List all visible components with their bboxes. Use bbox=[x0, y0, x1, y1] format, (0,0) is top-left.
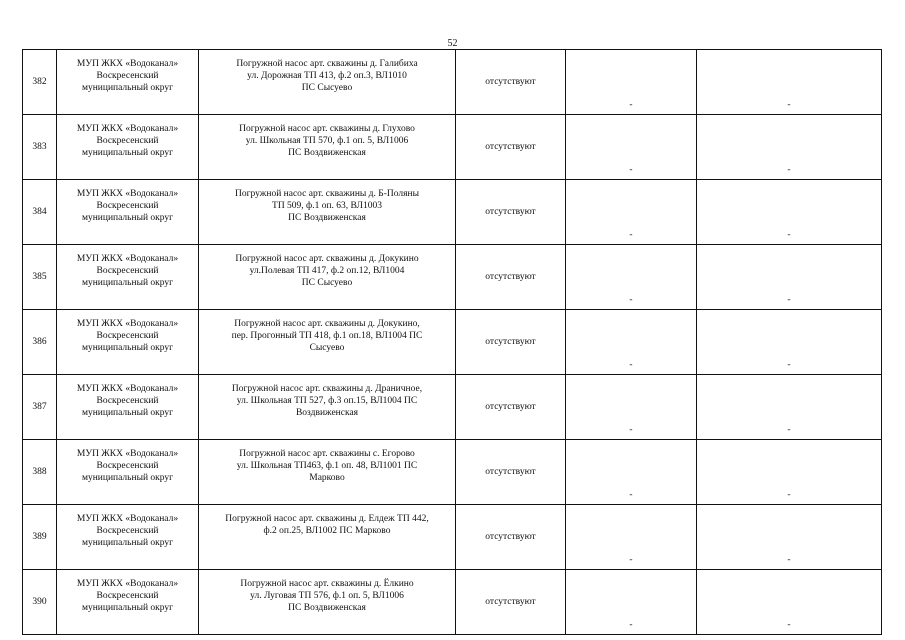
table-row bbox=[23, 245, 882, 310]
organization-line: Воскресенский bbox=[96, 396, 159, 406]
object-description-line: Погружной насос арт. скважины д. Галибиха bbox=[236, 59, 418, 69]
organization-line: МУП ЖКХ «Водоканал» bbox=[76, 254, 179, 264]
status-cell: отсутствуют bbox=[456, 570, 566, 635]
organization-line: муниципальный округ bbox=[81, 603, 174, 613]
organization-line: муниципальный округ bbox=[81, 83, 174, 93]
organization-line: Воскресенский bbox=[96, 136, 159, 146]
object-description-line: Погружной насос арт. скважины д. Докукино, bbox=[234, 319, 420, 329]
table-row bbox=[23, 570, 882, 635]
row-number-cell: 389 bbox=[23, 505, 57, 570]
organization-line: Воскресенский bbox=[96, 591, 159, 601]
table-row bbox=[23, 375, 882, 440]
row-number-cell: 386 bbox=[23, 310, 57, 375]
status-cell: отсутствуют bbox=[456, 245, 566, 310]
organization-line: муниципальный округ bbox=[81, 278, 174, 288]
table-row bbox=[23, 115, 882, 180]
status-cell: отсутствуют bbox=[456, 505, 566, 570]
organization-cell bbox=[57, 310, 199, 375]
object-description-line: ф.2 оп.25, ВЛ1002 ПС Марково bbox=[263, 526, 391, 536]
object-description-line: ПС Воздвиженская bbox=[288, 213, 366, 223]
object-description-line: ПС Воздвиженская bbox=[288, 603, 366, 613]
organization-line: Воскресенский bbox=[96, 461, 159, 471]
object-description-line: Погружной насос арт. скважины д. Докукино bbox=[235, 254, 419, 264]
table-row bbox=[23, 505, 882, 570]
column-5-cell: - bbox=[566, 50, 697, 115]
column-6-cell: - bbox=[697, 115, 882, 180]
organization-line: муниципальный округ bbox=[81, 473, 174, 483]
object-description-line: ул. Луговая ТП 576, ф.1 оп. 5, ВЛ1006 bbox=[250, 591, 404, 601]
organization-line: муниципальный округ bbox=[81, 343, 174, 353]
table-row bbox=[23, 310, 882, 375]
object-description-cell bbox=[199, 505, 456, 570]
column-6-cell: - bbox=[697, 50, 882, 115]
page-number: 52 bbox=[447, 38, 458, 49]
object-description-cell bbox=[199, 440, 456, 505]
object-description-cell bbox=[199, 180, 456, 245]
organization-line: МУП ЖКХ «Водоканал» bbox=[76, 319, 179, 329]
column-5-cell: - bbox=[566, 245, 697, 310]
organization-line: Воскресенский bbox=[96, 266, 159, 276]
column-5-cell: - bbox=[566, 505, 697, 570]
object-description-line: пер. Прогонный ТП 418, ф.1 оп.18, ВЛ1004 ПС bbox=[231, 331, 423, 341]
object-description-line: Погружной насос арт. скважины д. Драничное, bbox=[231, 384, 423, 394]
organization-line: МУП ЖКХ «Водоканал» bbox=[76, 384, 179, 394]
status-cell: отсутствуют bbox=[456, 440, 566, 505]
object-description-line: ПС Воздвиженская bbox=[288, 148, 366, 158]
organization-line: МУП ЖКХ «Водоканал» bbox=[76, 189, 179, 199]
table-body bbox=[23, 50, 882, 635]
status-cell: отсутствуют bbox=[456, 50, 566, 115]
status-cell: отсутствуют bbox=[456, 375, 566, 440]
organization-line: МУП ЖКХ «Водоканал» bbox=[76, 449, 179, 459]
object-description-line: ул. Школьная ТП 570, ф.1 оп. 5, ВЛ1006 bbox=[245, 136, 409, 146]
organization-cell bbox=[57, 180, 199, 245]
table-row bbox=[23, 50, 882, 115]
column-5-cell: - bbox=[566, 570, 697, 635]
object-description-line: Погружной насос арт. скважины д. Елдеж ТП 442, bbox=[225, 514, 429, 524]
column-5-cell: - bbox=[566, 310, 697, 375]
organization-line: муниципальный округ bbox=[81, 408, 174, 418]
row-number-cell: 382 bbox=[23, 50, 57, 115]
object-description-line: Погружной насос арт. скважины д. Глухово bbox=[239, 124, 415, 134]
object-description-line: Погружной насос арт. скважины д. Б-Поляны bbox=[235, 189, 419, 199]
object-description-cell bbox=[199, 50, 456, 115]
object-description-line: ПС Сысуево bbox=[301, 278, 353, 288]
status-cell: отсутствуют bbox=[456, 115, 566, 180]
organization-cell bbox=[57, 440, 199, 505]
organization-cell bbox=[57, 375, 199, 440]
organization-line: Воскресенский bbox=[96, 526, 159, 536]
status-cell: отсутствуют bbox=[456, 180, 566, 245]
object-description-cell bbox=[199, 375, 456, 440]
organization-line: Воскресенский bbox=[96, 71, 159, 81]
object-description-line: ТП 509, ф.1 оп. 63, ВЛ1003 bbox=[272, 201, 382, 211]
organization-line: муниципальный округ bbox=[81, 148, 174, 158]
organization-cell bbox=[57, 50, 199, 115]
organization-line: Воскресенский bbox=[96, 331, 159, 341]
column-6-cell: - bbox=[697, 570, 882, 635]
object-description-line: ПС Сысуево bbox=[301, 83, 353, 93]
column-5-cell: - bbox=[566, 375, 697, 440]
object-description-line: ул. Школьная ТП 527, ф.3 оп.15, ВЛ1004 ПС bbox=[236, 396, 418, 406]
organization-cell bbox=[57, 115, 199, 180]
column-6-cell: - bbox=[697, 505, 882, 570]
organization-line: МУП ЖКХ «Водоканал» bbox=[76, 124, 179, 134]
object-description-line: Погружной насос арт. скважины д. Ёлкино bbox=[240, 579, 414, 589]
organization-line: муниципальный округ bbox=[81, 213, 174, 223]
data-table bbox=[22, 49, 882, 635]
column-5-cell: - bbox=[566, 180, 697, 245]
organization-line: муниципальный округ bbox=[81, 538, 174, 548]
column-6-cell: - bbox=[697, 245, 882, 310]
row-number-cell: 384 bbox=[23, 180, 57, 245]
organization-line: МУП ЖКХ «Водоканал» bbox=[76, 579, 179, 589]
organization-line: Воскресенский bbox=[96, 201, 159, 211]
object-description-line: Воздвиженская bbox=[295, 408, 359, 418]
object-description-line: ул. Школьная ТП463, ф.1 оп. 48, ВЛ1001 ПС bbox=[236, 461, 418, 471]
row-number-cell: 387 bbox=[23, 375, 57, 440]
column-6-cell: - bbox=[697, 310, 882, 375]
object-description-cell bbox=[199, 310, 456, 375]
row-number-cell: 390 bbox=[23, 570, 57, 635]
organization-line: МУП ЖКХ «Водоканал» bbox=[76, 514, 179, 524]
organization-cell bbox=[57, 245, 199, 310]
status-cell: отсутствуют bbox=[456, 310, 566, 375]
column-6-cell: - bbox=[697, 440, 882, 505]
object-description-line: Погружной насос арт. скважины с. Егорово bbox=[239, 449, 415, 459]
organization-line: МУП ЖКХ «Водоканал» bbox=[76, 59, 179, 69]
row-number-cell: 385 bbox=[23, 245, 57, 310]
object-description-cell bbox=[199, 115, 456, 180]
row-number-cell: 383 bbox=[23, 115, 57, 180]
object-description-line: ул. Дорожная ТП 413, ф.2 оп.3, ВЛ1010 bbox=[247, 71, 407, 81]
column-6-cell: - bbox=[697, 375, 882, 440]
object-description-line: ул.Полевая ТП 417, ф.2 оп.12, ВЛ1004 bbox=[249, 266, 405, 276]
column-6-cell: - bbox=[697, 180, 882, 245]
table-row bbox=[23, 440, 882, 505]
table-row bbox=[23, 180, 882, 245]
object-description-line: Сысуево bbox=[309, 343, 345, 353]
organization-cell bbox=[57, 570, 199, 635]
column-5-cell: - bbox=[566, 115, 697, 180]
column-5-cell: - bbox=[566, 440, 697, 505]
object-description-cell bbox=[199, 245, 456, 310]
object-description-cell bbox=[199, 570, 456, 635]
organization-cell bbox=[57, 505, 199, 570]
row-number-cell: 388 bbox=[23, 440, 57, 505]
object-description-line: Марково bbox=[309, 473, 345, 483]
